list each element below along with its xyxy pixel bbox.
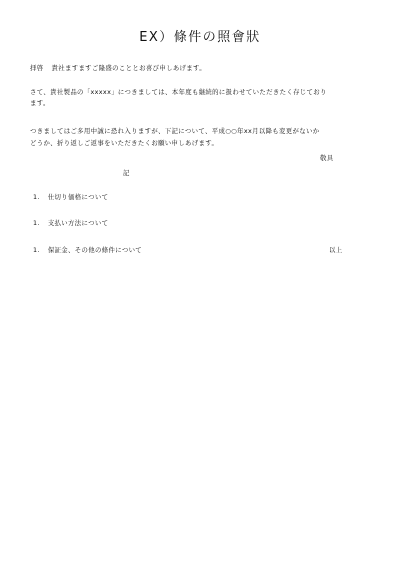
list-item-text: 保証金、その他の條件について — [47, 246, 143, 254]
list-item-number: 1. — [33, 219, 40, 227]
list-item-text: 支払い方法について — [47, 219, 109, 227]
list-item — [33, 192, 108, 201]
closing-sign: 敬具 — [320, 154, 334, 162]
list-item-number: 1. — [33, 193, 40, 201]
body-paragraph-1-line-2: ます。 — [30, 99, 50, 107]
greeting-line — [30, 64, 206, 72]
greeting-head: 拝啓 — [30, 64, 44, 72]
body-paragraph-1-line-1: さて、貴社製品の「xxxxx」につきましては、本年度も継続的に扱わせていただきたく存じており — [30, 88, 327, 96]
list-item-number: 1. — [33, 246, 40, 254]
body-paragraph-2-line-2: どうか、折り返しご返事をいただきたくお願い申しあげます。 — [30, 139, 219, 147]
list-item — [33, 245, 142, 254]
body-paragraph-2-line-1: つきましてはご多用中誠に恐れ入りますが、下記について、平成○○年xx月以降も変更がないか — [30, 127, 320, 135]
list-item — [33, 218, 108, 227]
ki-heading: 記 — [123, 169, 130, 177]
end-mark: 以上 — [329, 246, 343, 254]
greeting-text: 貴社ますますご隆盛のこととお喜び申しあげます。 — [51, 64, 207, 72]
list-item-text: 仕切り価格について — [47, 193, 109, 201]
document-title: EX）條件の照會狀 — [139, 30, 261, 45]
